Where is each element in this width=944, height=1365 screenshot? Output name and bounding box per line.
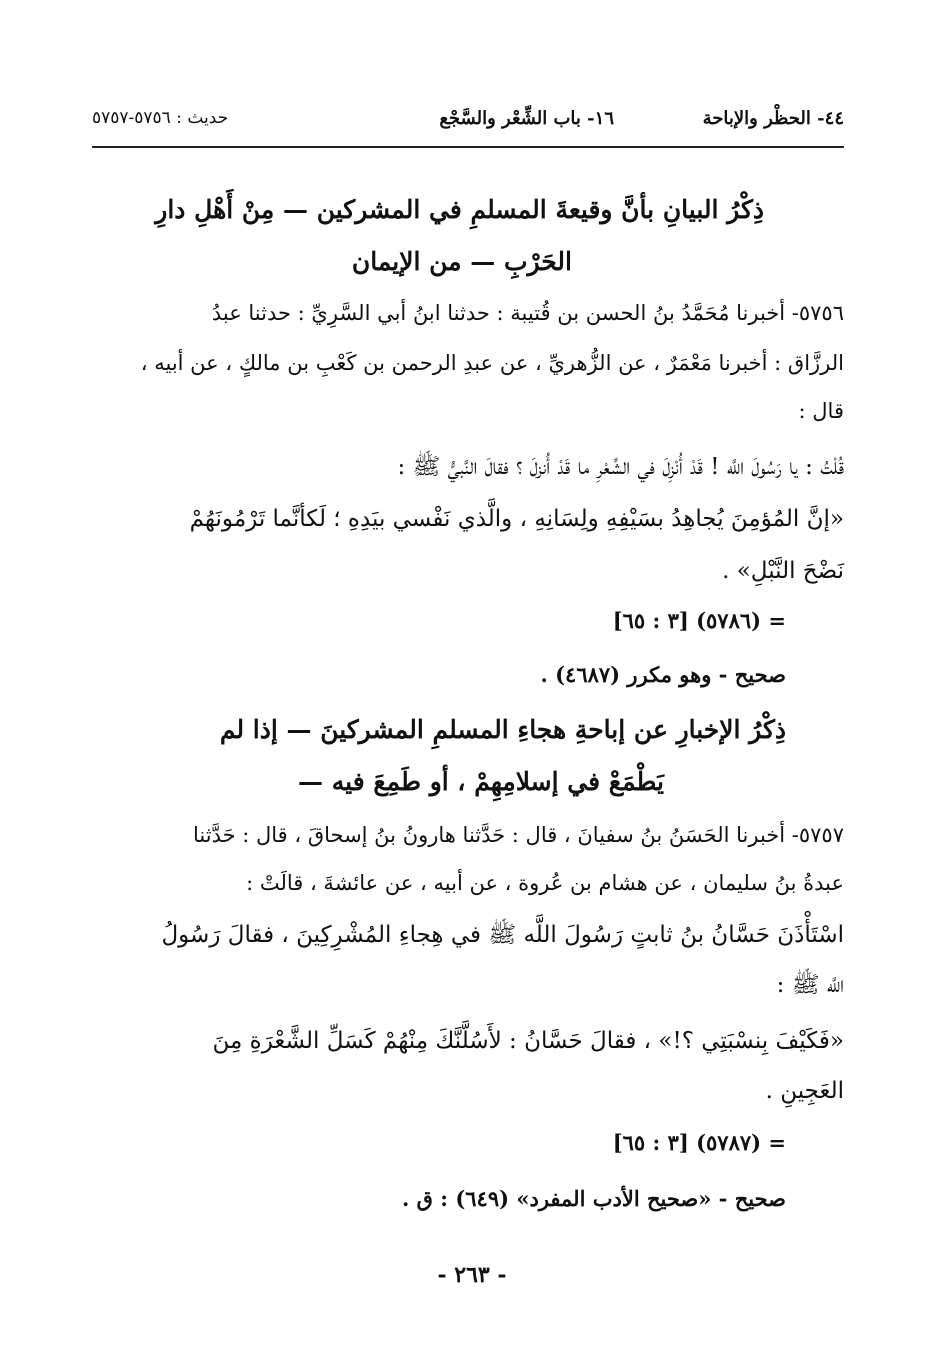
heading1-line2: الحَرْبِ — من الإيمان [351, 247, 572, 276]
hadith2-matn-line2: اللَّه ﷺ : [776, 972, 844, 998]
hadith1-matn-line3: نَضْحَ النَّبْلِ» . [722, 558, 844, 584]
heading2-line1: ذِكْرُ الإخبارِ عن إباحةِ هجاءِ المسلمِ المشركينَ — إذا لم [219, 715, 786, 744]
hadith1-isnad-line1: ٥٧٥٦- أخبرنا مُحَمَّدُ بنُ الحسن بن قُتيبة : حدثنا ابنُ أبي السَّرِيِّ : حدثنا عبدُ [211, 301, 844, 325]
hadith2-matn-line4: العَجِينِ . [765, 1078, 844, 1104]
header-rule [92, 146, 844, 148]
hadith2-matn-line3: «فَكَيْفَ بِنسْبَتِي ؟!» ، فقالَ حَسَّانُ : لأَسُلَّنَّكَ مِنْهُمْ كَسَلِّ الشَّعْرَةِ مِنَ [212, 1028, 844, 1054]
hadith2-cross-reference: = (٥٧٨٧) [٣ : ٦٥] [612, 1130, 786, 1155]
running-header-hadith-range: حديث : ٥٧٥٦-٥٧٥٧ [92, 108, 229, 128]
running-header-chapter: ٤٤- الحظْر والإباحة [702, 108, 844, 129]
running-header-section: ١٦- باب الشِّعْر والسَّجْع [439, 108, 614, 129]
hadith2-isnad-line1: ٥٧٥٧- أخبرنا الحَسَنُ بنُ سفيانَ ، قال : حَدَّثنا هارونُ بنُ إسحاقَ ، قال : حَدَّثنا [193, 823, 844, 847]
hadith2-matn-line1: اسْتَأْذَنَ حَسَّانُ بنُ ثابتٍ رَسُولَ اللَّه ﷺ في هِجاءِ المُشْرِكِينَ ، فقالَ رَسُولُ [161, 922, 844, 948]
hadith2-isnad-line2: عبدةُ بنُ سليمان ، عن هشام بن عُروة ، عن أبيه ، عن عائشةَ ، قالَتْ : [246, 871, 844, 895]
hadith1-grade: صحيح - وهو مكرر (٤٦٨٧) . [540, 662, 786, 687]
hadith1-isnad-line3: قال : [798, 399, 844, 423]
page-number: - ٢٦٣ - [437, 1262, 507, 1288]
heading2-line2: يَطْمَعْ في إسلامِهِمْ ، أو طَمِعَ فيه — [298, 767, 664, 796]
hadith1-cross-reference: = (٥٧٨٦) [٣ : ٦٥] [612, 608, 786, 633]
heading1-line1: ذِكْرُ البيانِ بأنَّ وقيعةَ المسلمِ في المشركين — مِنْ أَهْلِ دارِ [155, 195, 764, 224]
hadith1-isnad-line2: الرزَّاق : أخبرنا مَعْمَرٌ ، عن الزُّهريِّ ، عن عبدِ الرحمن بن كَعْبِ بن مالكٍ ، عن أبيه ، [140, 351, 844, 375]
hadith1-matn-line1: قُلْتُ : يا رَسُولَ اللَّه ! قَدْ أُنْزِلَ في الشِّعْرِ ما قَدْ أُنزلَ ؟ فقالَ النَّبيُّ ﷺ : [397, 454, 844, 480]
hadith1-matn-line2: «إنَّ المُؤمِنَ يُجاهِدُ بسَيْفِهِ ولِسَانِهِ ، والَّذي نَفْسي بيَدِهِ ؛ لَكأنَّما تَرْمُونَهُمْ [189, 506, 844, 532]
hadith2-grade: صحيح - «صحيح الأدب المفرد» (٦٤٩) : ق . [402, 1186, 786, 1211]
